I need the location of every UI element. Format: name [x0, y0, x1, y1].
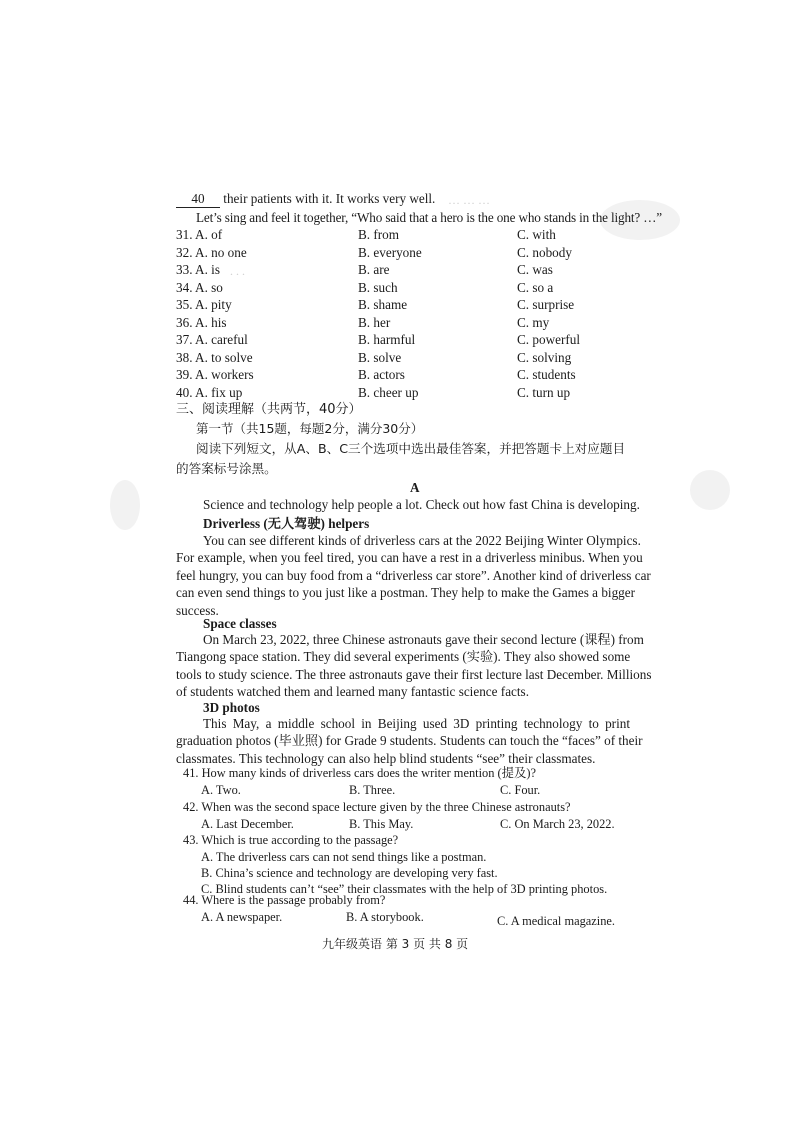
cloze-tail-line2: Let’s sing and feel it together, “Who said that a hero is the one who stands in the light? …”	[196, 210, 663, 225]
question-option: C. On March 23, 2022.	[500, 817, 615, 831]
part-title: 第一节（共15题，每题2分，满分30分）	[196, 421, 424, 436]
paragraph-line: Tiangong space station. They did several experiments (实验). They also showed some	[176, 649, 631, 665]
section-title: 三、阅读理解（共两节，40分）	[176, 402, 362, 417]
question-option: C. Four.	[500, 783, 541, 797]
paragraph-line: can even send things to you just like a postman. They help to make the Games a bigger	[176, 585, 636, 601]
heading-driverless: Driverless (无人驾驶) helpers	[203, 516, 370, 531]
cloze-option-c: C. so a	[517, 279, 554, 295]
bleed-through: … … …	[448, 193, 490, 207]
paragraph-line: of students watched them and learned many fantastic science facts.	[176, 684, 529, 700]
passage-label: A	[410, 480, 420, 495]
paragraph-space	[176, 631, 652, 701]
paragraph-line: You can see different kinds of driverless cars at the 2022 Beijing Winter Olympics.	[203, 533, 641, 548]
cloze-option-a: 33. A. is	[176, 262, 220, 277]
cloze-option-b: B. solve	[358, 349, 402, 365]
question-option: A. A newspaper.	[201, 910, 283, 924]
cloze-option-b: B. are	[358, 262, 390, 277]
question-option: B. Three.	[349, 783, 396, 797]
cloze-option-b: B. cheer up	[358, 384, 419, 400]
cloze-option-b: B. from	[358, 227, 400, 242]
question-option: A. Two.	[201, 783, 241, 797]
paragraph-driverless	[176, 532, 651, 619]
question-option: B. This May.	[349, 817, 414, 831]
paragraph-3d	[176, 715, 643, 767]
bleed-through: . . .	[230, 264, 245, 278]
cloze-option-a: 38. A. to solve	[176, 349, 253, 365]
cloze-option-b: B. shame	[358, 297, 408, 312]
cloze-option-a: 31. A. of	[176, 227, 223, 242]
paragraph-line: This May, a middle school in Beijing used 3D printing technology to print	[203, 716, 630, 731]
question-option: B. A storybook.	[346, 910, 424, 924]
question-option: C. Blind students can’t “see” their classmates with the help of 3D printing photos.	[201, 882, 608, 896]
cloze-option-b: B. her	[358, 314, 391, 330]
cloze-option-c: C. my	[517, 314, 550, 330]
paragraph-line: graduation photos (毕业照) for Grade 9 students. Students can touch the “faces” of their	[176, 733, 643, 749]
cloze-option-a: 34. A. so	[176, 279, 223, 295]
cloze-option-c: C. was	[517, 262, 553, 277]
answer-blank	[176, 190, 220, 208]
cloze-option-b: B. actors	[358, 367, 405, 382]
cloze-option-a: 36. A. his	[176, 314, 227, 330]
cloze-text: their patients with it. It works very well.	[223, 191, 436, 206]
paragraph-line: tools to study science. The three astronauts gave their first lecture last December. Millions	[176, 666, 652, 682]
cloze-tail-line1	[176, 190, 435, 208]
instruction-line1: 阅读下列短文，从A、B、C三个选项中选出最佳答案，并把答题卡上对应题目	[196, 441, 626, 456]
cloze-option-c: C. solving	[517, 349, 572, 365]
question-stem: 43. Which is true according to the passage?	[183, 833, 399, 847]
scan-smudge	[110, 480, 140, 530]
cloze-option-a: 37. A. careful	[176, 332, 248, 347]
paragraph-line: On March 23, 2022, three Chinese astronauts gave their second lecture (课程) from	[203, 632, 644, 647]
passage-intro: Science and technology help people a lot. Check out how fast China is developing.	[203, 497, 640, 512]
heading-3d: 3D photos	[203, 700, 260, 715]
cloze-option-c: C. with	[517, 227, 556, 242]
paragraph-line: For example, when you feel tired, you can have a rest in a driverless minibus. When you	[176, 550, 643, 566]
cloze-option-a: 40. A. fix up	[176, 384, 243, 400]
page-footer: 九年级英语 第 3 页 共 8 页	[322, 937, 469, 951]
cloze-option-b: B. everyone	[358, 244, 422, 260]
question-option: C. A medical magazine.	[497, 914, 616, 928]
cloze-option-c: C. turn up	[517, 384, 571, 400]
cloze-option-b: B. such	[358, 279, 398, 295]
question-option: A. The driverless cars can not send things like a postman.	[201, 850, 487, 864]
paragraph-line: success.	[176, 602, 219, 618]
paragraph-line: feel hungry, you can buy food from a “driverless car store”. Another kind of driverless car	[176, 567, 651, 583]
paragraph-line: classmates. This technology can also help blind students “see” their classmates.	[176, 750, 596, 766]
instruction-line2: 的答案标号涂黑。	[176, 461, 277, 476]
question-option: B. China’s science and technology are developing very fast.	[201, 866, 498, 880]
cloze-option-a: 35. A. pity	[176, 297, 232, 312]
cloze-option-b: B. harmful	[358, 332, 416, 347]
cloze-option-c: C. students	[517, 367, 576, 382]
scan-smudge	[690, 470, 730, 510]
cloze-option-a: 39. A. workers	[176, 367, 254, 382]
cloze-option-c: C. powerful	[517, 332, 580, 347]
cloze-option-c: C. surprise	[517, 297, 575, 312]
cloze-option-c: C. nobody	[517, 244, 572, 260]
question-stem: 41. How many kinds of driverless cars does the writer mention (提及)?	[183, 766, 537, 780]
question-stem: 44. Where is the passage probably from?	[183, 893, 386, 907]
cloze-option-a: 32. A. no one	[176, 244, 247, 260]
question-stem: 42. When was the second space lecture given by the three Chinese astronauts?	[183, 800, 571, 814]
blank-number: 40	[191, 191, 205, 206]
question-option: A. Last December.	[201, 817, 294, 831]
heading-space: Space classes	[203, 616, 277, 631]
